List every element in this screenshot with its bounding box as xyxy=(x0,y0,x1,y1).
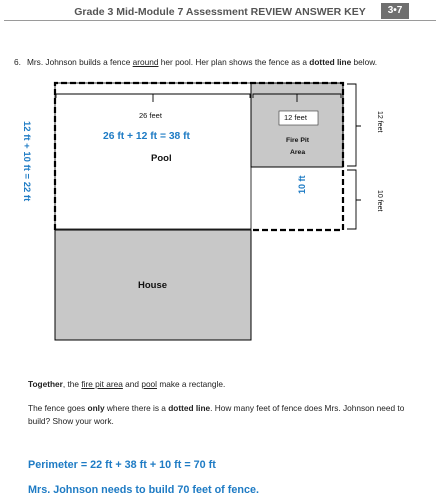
perimeter-answer: Perimeter = 22 ft + 38 ft + 10 ft = 70 ft xyxy=(28,459,216,471)
together-rest-2: make a rectangle. xyxy=(157,379,226,389)
question-sentence xyxy=(28,402,408,428)
fire-pit-label-2: Area xyxy=(290,149,306,156)
right-12-feet-label: 12 feet xyxy=(376,111,383,133)
fire-pit-label-1: Fire Pit xyxy=(286,137,310,144)
final-answer: Mrs. Johnson needs to build 70 feet of fence. xyxy=(28,484,259,496)
problem-text-1: Mrs. Johnson builds a fence xyxy=(27,57,133,67)
only-word: only xyxy=(87,403,105,413)
question-part-3: . How many feet of fence does Mrs. Johnson need to build? Show your work. xyxy=(28,403,405,426)
fire-pit-area-word: fire pit area xyxy=(81,379,123,389)
right-10-feet-label: 10 feet xyxy=(376,190,383,212)
problem-around: around xyxy=(132,57,159,67)
sum-38-label: 26 ft + 12 ft = 38 ft xyxy=(103,131,190,142)
header-title: Grade 3 Mid-Module 7 Assessment REVIEW ANSWER KEY xyxy=(74,6,366,18)
and-word: and xyxy=(122,379,142,389)
problem-text-2: her pool. Her plan shows the fence as a xyxy=(158,57,310,67)
module-badge: 3•7 xyxy=(381,3,409,19)
left-sum-label: 12 ft + 10 ft = 22 ft xyxy=(21,121,32,202)
question-part-1: The fence goes xyxy=(28,403,88,413)
together-rest-1: , the xyxy=(62,379,82,389)
pool-width-label: 26 feet xyxy=(139,111,162,120)
question-dotted-line: dotted line xyxy=(168,403,211,413)
together-word: Together xyxy=(28,379,63,389)
right-brace-12 xyxy=(347,84,361,166)
together-sentence xyxy=(28,379,225,389)
problem-number: 6. xyxy=(14,57,21,67)
pool-word: pool xyxy=(141,379,158,389)
fire-pit-width-label: 12 feet xyxy=(284,113,307,122)
pool-label: Pool xyxy=(151,153,172,164)
vertical-10ft-label: 10 ft xyxy=(297,175,307,194)
problem-text-3: below. xyxy=(351,57,378,67)
problem-dotted-line: dotted line xyxy=(309,57,352,67)
right-brace-10 xyxy=(347,170,361,229)
question-part-2: where there is a xyxy=(104,403,169,413)
house-label: House xyxy=(138,280,168,291)
